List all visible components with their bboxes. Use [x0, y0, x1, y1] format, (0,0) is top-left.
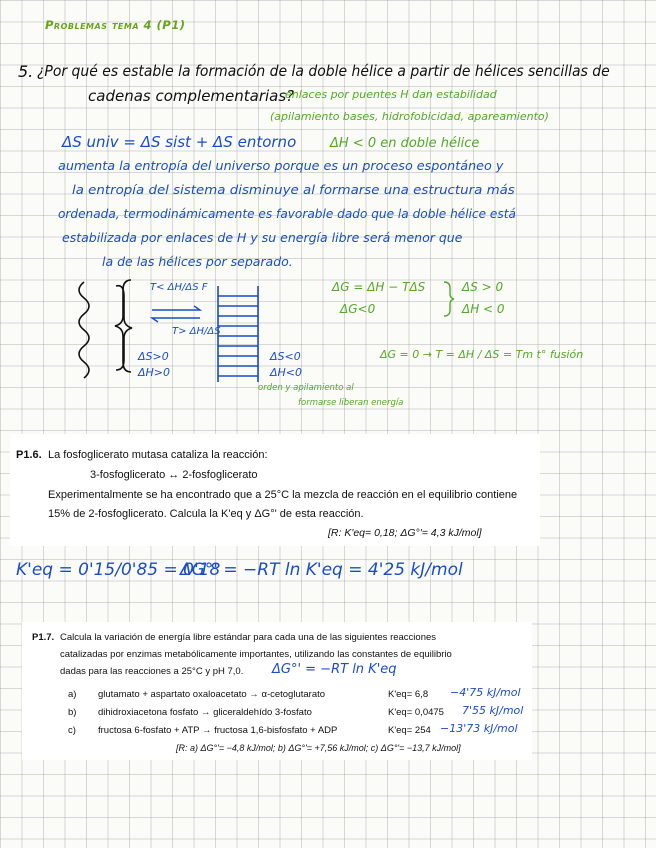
problem-1-6-reaction: 3-fosfoglicerato ↔ 2-fosfoglicerato — [90, 469, 258, 481]
item-b-letter: b) — [68, 707, 77, 718]
reverse-arrow — [152, 318, 200, 322]
item-b-reaction: dihidroxiacetona fosfato → gliceraldehído 3-fosfato — [98, 707, 312, 718]
diagram-left-mid: T> ΔH/ΔS — [172, 326, 221, 337]
question-5-line2: cadenas complementarias? — [88, 87, 295, 105]
problem-1-6-answer: [R: K'eq= 0,18; ΔG°'= 4,3 kJ/mol] — [328, 527, 482, 539]
q5-paragraph-line3: ordenada, termodinámicamente es favorable dado que la doble hélice está — [58, 206, 516, 221]
problem-1-6-line1: La fosfoglicerato mutasa cataliza la reacción: — [48, 449, 268, 461]
q5-paragraph-line4: estabilizada por enlaces de H y su energía libre será menor que — [62, 230, 463, 245]
item-c-reaction: fructosa 6-fosfato + ATP → fructosa 1,6-bisfosfato + ADP — [98, 725, 338, 736]
item-b-hw-answer: 7'55 kJ/mol — [462, 704, 524, 717]
problem-1-7-label: P1.7. — [32, 632, 55, 643]
forward-arrow — [152, 306, 200, 310]
diagram-left-bot-2: ΔH>0 — [138, 366, 171, 379]
item-a-keq: K'eq= 6,8 — [388, 689, 429, 700]
diagram-right-bot-1: ΔS<0 — [270, 350, 301, 363]
item-c-keq: K'eq= 254 — [388, 725, 431, 736]
q5-paragraph-line5: la de las hélices por separado. — [102, 254, 293, 269]
condition-enthalpy: ΔH < 0 — [462, 302, 505, 316]
q5-green-note-2: (apilamiento bases, hidrofobicidad, apareamiento) — [270, 110, 549, 123]
question-5-line1: ¿Por qué es estable la formación de la doble hélice a partir de hélices sencillas de — [37, 62, 610, 80]
problem-1-7-line2: catalizadas por enzimas metabólicamente importantes, utilizando las constantes de equilibrio — [60, 649, 452, 660]
item-a-letter: a) — [68, 689, 77, 700]
q5-paragraph-line1: aumenta la entropía del universo porque es un proceso espontáneo y — [58, 158, 504, 173]
page-title: Problemas tema 4 (P1) — [45, 18, 186, 32]
problem-1-6-line4: 15% de 2-fosfoglicerato. Calcula la K'eq y ΔG°' de esta reacción. — [48, 508, 364, 520]
q5-paragraph-line2: la entropía del sistema disminuye al formarse una estructura más — [72, 182, 515, 197]
q5-entropy-equation: ΔS univ = ΔS sist + ΔS entorno — [62, 133, 297, 151]
problem-1-7-answer: [R: a) ΔG°'= −4,8 kJ/mol; b) ΔG°'= +7,56 kJ/mol; c) ΔG°'= −13,7 kJ/mol] — [176, 743, 461, 753]
q5-green-note-1: enlaces por puentes H dan estabilidad — [285, 88, 497, 101]
condition-entropy: ΔS > 0 — [462, 280, 504, 294]
diagram-left-bot-1: ΔS>0 — [138, 350, 169, 363]
green-brace — [444, 282, 454, 316]
diagram-note-1: orden y apilamiento al — [258, 383, 354, 393]
diagram-right-bot-2: ΔH<0 — [270, 366, 303, 379]
item-a-hw-answer: −4'75 kJ/mol — [450, 686, 521, 699]
hw-dg-calculation: ΔG°' = −RT ln K'eq = 4'25 kJ/mol — [180, 560, 463, 580]
item-c-letter: c) — [68, 725, 76, 736]
problem-1-7-line1: Calcula la variación de energía libre estándar para cada una de las siguientes reacciones — [60, 632, 437, 643]
q5-enthalpy-note: ΔH < 0 en doble hélice — [330, 136, 480, 151]
problem-1-6-label: P1.6. — [16, 449, 42, 461]
item-b-keq: K'eq= 0,0475 — [388, 707, 444, 718]
item-c-hw-answer: −13'73 kJ/mol — [440, 722, 518, 735]
question-5-number: 5. — [18, 62, 34, 81]
gibbs-equation: ΔG = ΔH − TΔS — [332, 280, 426, 294]
hw-formula: ΔG°' = −RT ln K'eq — [272, 662, 397, 677]
problem-1-6-line3: Experimentalmente se ha encontrado que a 25°C la mezcla de reacción en el equilibrio contiene — [48, 489, 518, 501]
diagram-left-top: T< ΔH/ΔS F — [150, 282, 208, 293]
melting-temperature: ΔG = 0 → T = ΔH / ΔS = Tm t° fusión — [380, 348, 584, 361]
item-a-reaction: glutamato + aspartato oxaloacetato → α-cetoglutarato — [98, 689, 326, 700]
diagram-note-2: formarse liberan energía — [298, 398, 404, 408]
problem-1-7-line3: dadas para las reacciones a 25°C y pH 7,0. — [60, 666, 244, 677]
gibbs-negative: ΔG<0 — [340, 302, 376, 316]
hw-keq-calculation: K'eq = 0'15/0'85 = 0'18 — [16, 560, 221, 580]
single-strand-wave — [79, 282, 89, 378]
double-helix-ladder — [218, 286, 258, 382]
